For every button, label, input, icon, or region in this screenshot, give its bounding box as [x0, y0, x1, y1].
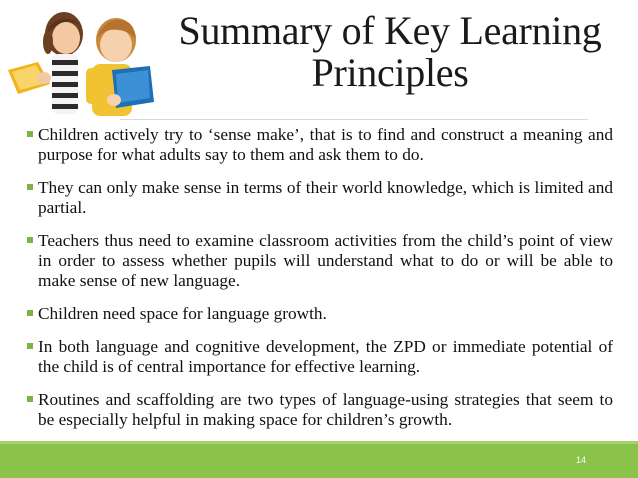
bullet-text: Children need space for language growth.: [38, 304, 327, 323]
footer-bar: [0, 444, 638, 478]
bullet-item: [27, 390, 613, 430]
bullet-item: [27, 231, 613, 291]
girl-figure: [8, 12, 83, 114]
bullet-text: In both language and cognitive development, the ZPD or immediate potential of the child is of central importance for effective learning.: [38, 337, 613, 376]
square-bullet-icon: [27, 237, 33, 243]
bullet-text: Children actively try to ‘sense make’, that is to find and construct a meaning and purpose for what adults say to them and ask them to do.: [38, 125, 613, 164]
bullet-text: They can only make sense in terms of their world knowledge, which is limited and partial.: [38, 178, 613, 217]
bullet-item: [27, 178, 613, 218]
bullet-list: [27, 125, 613, 443]
page-number: 14: [575, 455, 586, 465]
square-bullet-icon: [27, 184, 33, 190]
bullet-text: Routines and scaffolding are two types of language-using strategies that seem to be especially helpful in making space for children’s growth.: [38, 390, 613, 429]
slide-title: [150, 10, 630, 94]
children-reading-illustration: [4, 4, 154, 122]
square-bullet-icon: [27, 343, 33, 349]
square-bullet-icon: [27, 131, 33, 137]
square-bullet-icon: [27, 396, 33, 402]
slide-title-line-1: Summary of Key Learning: [178, 8, 602, 53]
boy-figure: [86, 18, 154, 116]
bullet-item: [27, 125, 613, 165]
square-bullet-icon: [27, 310, 33, 316]
footer-highlight-line: [0, 441, 638, 444]
slide-title-line-2: Principles: [311, 50, 469, 95]
title-divider: [120, 119, 588, 120]
bullet-item: [27, 337, 613, 377]
bullet-item: [27, 304, 613, 324]
bullet-text: Teachers thus need to examine classroom activities from the child’s point of view in order to assess whether pupils will understand what to do or will be able to make sense of new language.: [38, 231, 613, 290]
